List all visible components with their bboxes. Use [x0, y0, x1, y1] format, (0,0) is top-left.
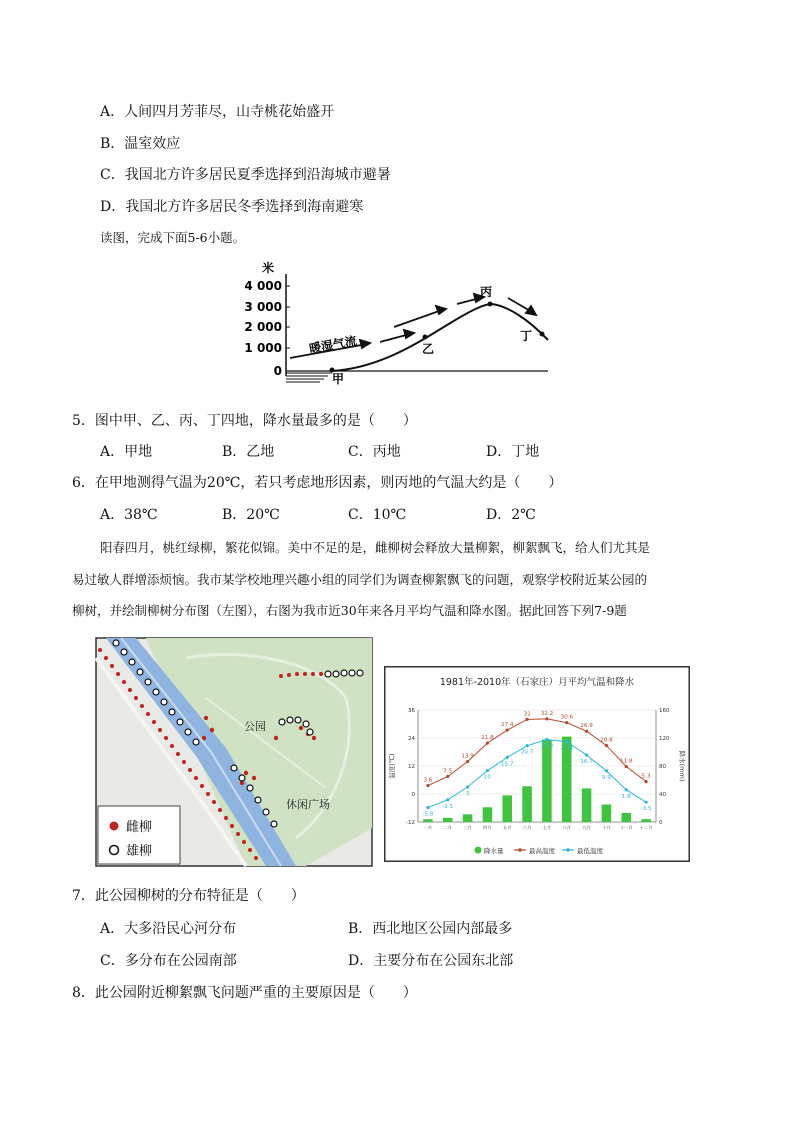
q5-option-b: B．乙地 [222, 444, 275, 460]
month-tick-label: 五月 [503, 825, 512, 830]
q6-option-b: B．20℃ [222, 507, 280, 523]
precip-bar [423, 819, 433, 822]
legend-precip: 降水量 [484, 847, 504, 855]
min-temp-point [545, 738, 548, 741]
max-temp-point [506, 728, 509, 731]
max-temp-label: 26.9 [580, 723, 593, 730]
max-temp-label: 3.6 [423, 777, 433, 784]
precip-bar [502, 795, 512, 822]
precip-bar [542, 739, 552, 822]
q7-option-b: B．西北地区公园内部最多 [348, 921, 513, 937]
right-tick-label: 80 [659, 764, 666, 770]
min-temp-label: 1.8 [621, 793, 631, 800]
q7-option-d: D．主要分布在公园东北部 [348, 953, 514, 969]
q6-option-d: D．2℃ [486, 507, 536, 523]
q8-stem: 8．此公园附近柳絮飘飞问题严重的主要原因是（ ） [72, 985, 417, 1001]
left-axis-label: 温度(℃) [388, 753, 396, 779]
max-temp-point [625, 765, 628, 768]
right-tick-label: 40 [659, 792, 666, 798]
min-temp-label: 20.7 [520, 749, 534, 756]
month-tick-label: 七月 [542, 825, 552, 830]
max-temp-label: 32.2 [540, 710, 554, 717]
min-temp-label: -3.5 [640, 806, 652, 813]
min-temp-label: -5.8 [422, 811, 434, 818]
min-temp-label: 15.7 [501, 761, 514, 768]
max-temp-point [585, 730, 588, 733]
max-temp-label: 13.9 [461, 753, 474, 760]
q5-option-d: D．丁地 [486, 444, 540, 460]
month-tick-label: 九月 [582, 825, 591, 830]
q4-option-d: D．我国北方许多居民冬季选择到海南避寒 [100, 199, 364, 215]
month-tick-label: 十月 [602, 825, 611, 830]
q4-option-a: A．人间四月芳菲尽，山寺桃花始盛开 [100, 104, 335, 120]
max-temp-point [545, 717, 548, 720]
min-temp-point [565, 740, 568, 743]
max-temp-label: 7.5 [443, 768, 453, 775]
max-temp-label: 20.8 [600, 737, 613, 744]
passage-line-1: 阳春四月，桃红绿柳，繁花似锦。美中不足的是，雌柳树会释放大量柳絮，柳絮飘飞，给人们尤其是 [100, 540, 651, 555]
profile-y-tick-3000: 3 000 [244, 300, 282, 314]
min-temp-label: 23.3 [540, 743, 554, 750]
min-temp-point [585, 753, 588, 756]
legend-female: 雌柳 [126, 820, 153, 835]
max-temp-label: 30.6 [560, 714, 573, 721]
profile-y-unit: 米 [262, 261, 275, 275]
q6-stem: 6．在甲地测得气温为20℃，若只考虑地形因素，则丙地的气温大约是（ ） [72, 475, 563, 491]
max-temp-label: 32 [523, 711, 531, 718]
max-temp-point [486, 742, 489, 745]
point-yi: 乙 [422, 342, 435, 356]
q6-option-c: C．10℃ [348, 507, 407, 523]
right-tick-label: 0 [659, 820, 663, 826]
left-tick-label: 12 [408, 764, 415, 770]
max-temp-point [426, 784, 429, 787]
left-tick-label: 36 [408, 708, 415, 714]
terrain-profile-figure [244, 260, 552, 386]
min-temp-label: 22.4 [560, 745, 573, 752]
min-temp-point [605, 769, 608, 772]
month-tick-label: 十二月 [639, 825, 653, 830]
max-temp-label: 21.8 [481, 735, 494, 742]
point-bing: 丙 [480, 285, 493, 299]
profile-y-tick-4000: 4 000 [244, 279, 282, 293]
min-temp-point [506, 756, 509, 759]
month-tick-label: 三月 [463, 825, 472, 830]
month-tick-label: 二月 [443, 825, 452, 830]
willow-distribution-map [96, 638, 372, 866]
min-temp-point [486, 769, 489, 772]
profile-y-tick-0: 0 [273, 364, 282, 378]
max-temp-point [466, 760, 469, 763]
legend-max: 最高温度 [529, 847, 555, 855]
right-axis-label: 降水(mm) [678, 750, 686, 782]
chart-legend [475, 846, 604, 855]
left-tick-label: 0 [411, 792, 415, 798]
passage-line-2: 易过敏人群增添烦恼。我市某学校地理兴趣小组的同学们为调查柳絮飘飞的问题，观察学校附近某公园的 [72, 572, 648, 587]
precip-bar [443, 818, 453, 822]
point-jia: 甲 [332, 372, 345, 386]
point-ding: 丁 [520, 329, 533, 343]
airflow-label: 暖湿气流 [308, 333, 358, 356]
square-label: 休闲广场 [286, 798, 330, 811]
max-temp-point [446, 775, 449, 778]
q5-option-c: C．丙地 [348, 444, 401, 460]
month-tick-label: 六月 [522, 825, 532, 830]
q7-stem: 7．此公园柳树的分布特征是（ ） [72, 888, 305, 904]
precip-bar [641, 819, 651, 822]
precip-bar [602, 805, 612, 823]
month-tick-label: 十一月 [619, 825, 633, 830]
q4-option-c: C．我国北方许多居民夏季选择到沿海城市避暑 [100, 167, 391, 183]
precip-bar [522, 786, 532, 822]
month-tick-label: 四月 [483, 825, 492, 830]
precip-bar [483, 807, 493, 822]
left-tick-label: 24 [408, 736, 415, 742]
max-temp-label: 11.8 [620, 758, 633, 765]
q5-stem: 5．图中甲、乙、丙、丁四地，降水量最多的是（ ） [72, 413, 417, 429]
passage-line-3: 柳树，并绘制柳树分布图（左图），右图为我市近30年来各月平均气温和降水图。据此回答下列7-9题 [72, 603, 627, 618]
legend-male: 雄柳 [126, 844, 153, 859]
min-temp-label: -2.5 [442, 803, 454, 810]
right-tick-label: 160 [659, 708, 670, 714]
climate-chart [384, 666, 690, 862]
park-label: 公园 [244, 720, 266, 733]
min-temp-label: 9.9 [601, 774, 611, 781]
max-temp-point [565, 721, 568, 724]
month-tick-label: 一月 [423, 825, 433, 830]
q6-option-a: A．38℃ [100, 507, 158, 523]
legend-min: 最低温度 [577, 847, 603, 855]
min-temp-label: 10 [483, 774, 491, 781]
intro-5-6: 读图，完成下面5-6小题。 [100, 230, 246, 245]
right-tick-label: 120 [659, 736, 670, 742]
max-temp-label: 5.3 [641, 773, 651, 780]
min-temp-label: 16.7 [580, 759, 593, 766]
q5-option-a: A．甲地 [100, 444, 153, 460]
chart-title: 1981年-2010年（石家庄）月平均气温和降水 [439, 677, 635, 688]
min-temp-point [446, 798, 449, 801]
max-temp-point [605, 744, 608, 747]
q7-option-a: A．大多沿民心河分布 [100, 921, 237, 937]
q7-option-c: C．多分布在公园南部 [100, 953, 237, 969]
min-temp-point [625, 788, 628, 791]
max-temp-label: 27.4 [501, 722, 514, 729]
min-temp-point [525, 744, 528, 747]
precip-bar [582, 788, 592, 822]
q4-option-b: B．温室效应 [100, 136, 181, 152]
min-temp-point [466, 785, 469, 788]
profile-y-tick-2000: 2 000 [244, 320, 282, 334]
month-tick-label: 八月 [562, 825, 571, 830]
left-tick-label: -12 [406, 820, 415, 826]
min-temp-label: 3 [465, 791, 470, 797]
max-temp-point [525, 718, 528, 721]
precip-bar [621, 813, 631, 822]
precip-bar [463, 814, 473, 822]
profile-y-tick-1000: 1 000 [244, 341, 282, 355]
min-temp-point [644, 801, 647, 804]
max-temp-point [644, 780, 647, 783]
min-temp-point [426, 806, 429, 809]
